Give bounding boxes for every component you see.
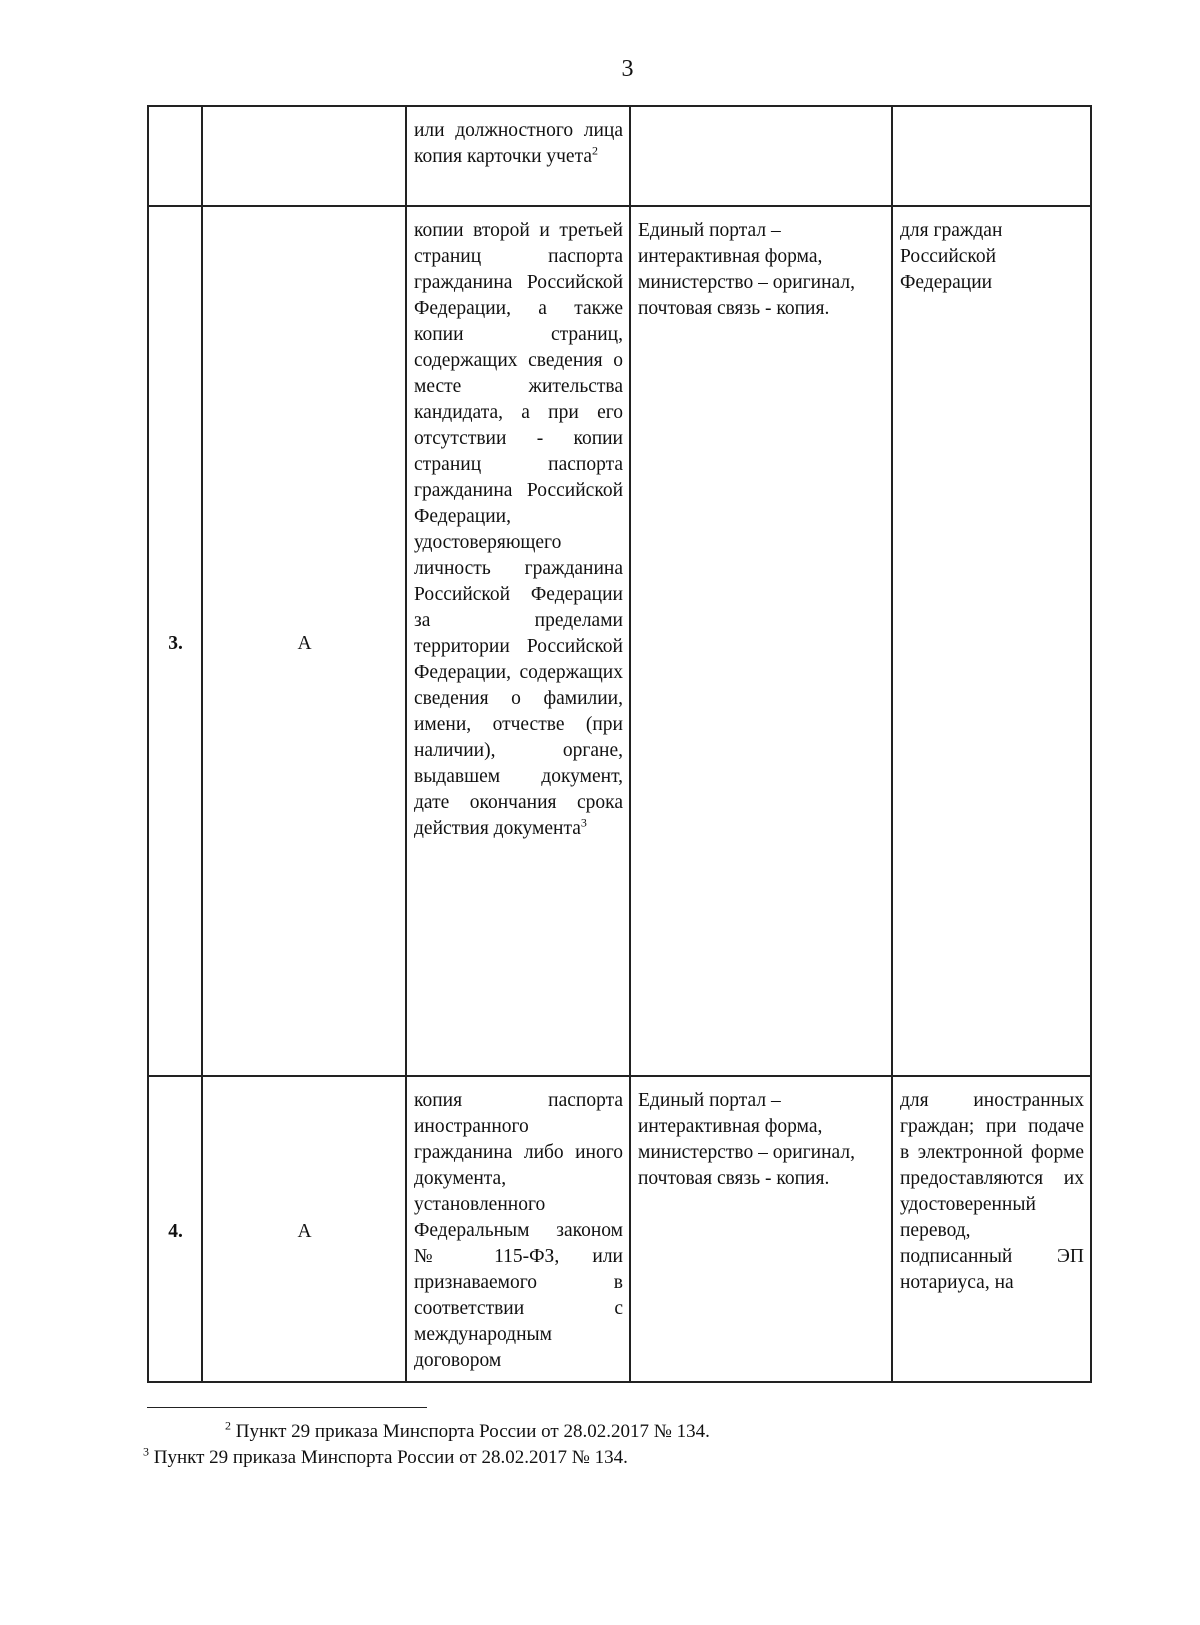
documents-table bbox=[147, 105, 1092, 1383]
page-number: 3 bbox=[621, 56, 634, 82]
document-description bbox=[406, 206, 630, 1076]
row-note bbox=[892, 106, 1091, 206]
row-category: А bbox=[202, 206, 406, 1076]
row-category: А bbox=[202, 1076, 406, 1382]
document-text: или должностного лица копия карточки учета bbox=[414, 120, 623, 167]
footnote bbox=[143, 1446, 628, 1470]
document-description bbox=[406, 106, 630, 206]
submission-method bbox=[630, 106, 892, 206]
footnote-ref: 3 bbox=[580, 815, 587, 830]
row-number: 3. bbox=[148, 206, 202, 1076]
footnote-text: Пункт 29 приказа Минспорта России от 28.02.2017 № 134. bbox=[153, 1447, 628, 1468]
row-note: для граждан Российской Федерации bbox=[892, 206, 1091, 1076]
document-text: копия паспорта иностранного гражданина либо иного документа, установленного Федеральным законом № 115-ФЗ, или признаваемого в соответствии с международным договором bbox=[414, 1090, 623, 1371]
footnote-mark: 3 bbox=[143, 1444, 149, 1459]
submission-method: Единый портал – интерактивная форма, министерство – оригинал, почтовая связь - копия. bbox=[630, 1076, 892, 1382]
table-row bbox=[148, 106, 1091, 206]
footnote-separator bbox=[147, 1407, 427, 1408]
row-number: 4. bbox=[148, 1076, 202, 1382]
footnote bbox=[225, 1420, 710, 1444]
row-number bbox=[148, 106, 202, 206]
submission-method: Единый портал – интерактивная форма, министерство – оригинал, почтовая связь - копия. bbox=[630, 206, 892, 1076]
row-category bbox=[202, 106, 406, 206]
table-row bbox=[148, 206, 1091, 1076]
footnote-text: Пункт 29 приказа Минспорта России от 28.02.2017 № 134. bbox=[235, 1421, 710, 1442]
document-text: копии второй и третьей страниц паспорта гражданина Российской Федерации, а также копии страниц, содержащих сведения о месте жительства кандидата, а при его отсутствии - копии страниц паспорта гражданина Российской Федерации, удостоверяющего личность гражданина Российской Федерации за пределами территории Российской Федерации, содержащих сведения о фамилии, имени, отчестве (при наличии), органе, выдавшем документ, дате окончания срока действия документа bbox=[414, 220, 623, 839]
footnote-ref: 2 bbox=[592, 143, 599, 158]
table-row bbox=[148, 1076, 1091, 1382]
document-description bbox=[406, 1076, 630, 1382]
footnote-mark: 2 bbox=[225, 1418, 231, 1433]
row-note: для иностранных граждан; при подаче в электронной форме предоставляются их удостоверенный перевод, подписанный ЭП нотариуса, на bbox=[892, 1076, 1091, 1382]
